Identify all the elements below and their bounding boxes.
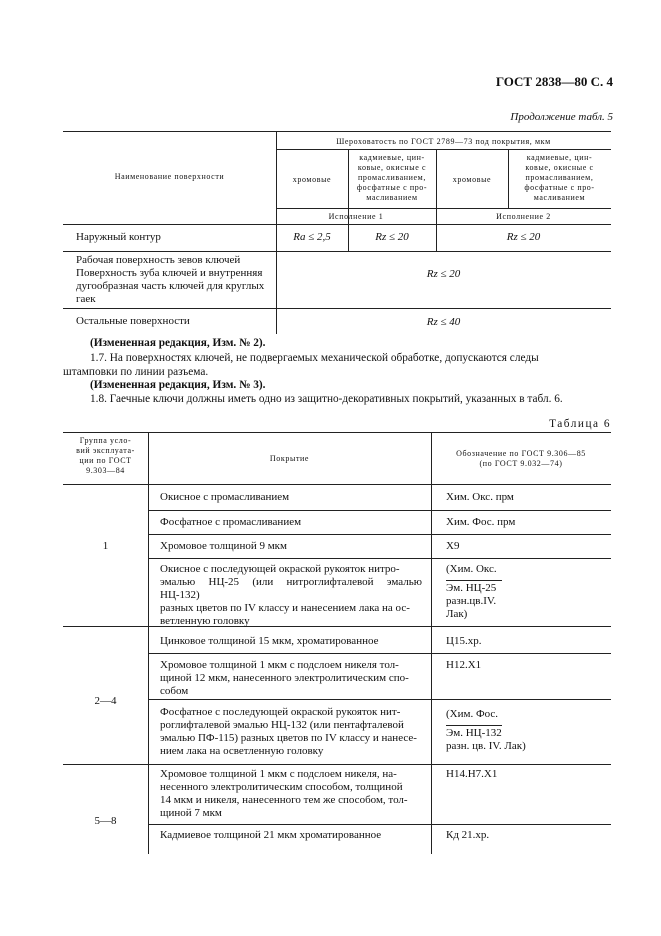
para-1-7-line2: штамповки по линии разъема. (63, 366, 209, 378)
page-header: ГОСТ 2838—80 С. 4 (495, 74, 613, 89)
col-group: Группа усло- вий эксплуата- ции по ГОСТ 9.303—84 (76, 436, 135, 475)
col-surface-name: Наименование поверхности (114, 172, 225, 181)
desig-cadmium: Кд 21.хр. (446, 829, 490, 841)
coat-cadmium: Кадмиевое толщиной 21 мкм хроматированное (160, 829, 382, 841)
group-1: 1 (102, 540, 109, 552)
table6-label: Таблица 6 (549, 418, 611, 430)
para-1-7-line1: 1.7. На поверхностях ключей, не подвергаемых механической обработке, допускаются следы (90, 352, 539, 364)
row-outer-v1: Ra ≤ 2,5 (293, 231, 331, 243)
sub-chrome-1: хромовые (292, 175, 332, 184)
desig-phosphate: Хим. Фос. прм (446, 516, 516, 528)
desig-chrome-9: Х9 (446, 540, 460, 552)
row-outer-v2: Rz ≤ 20 (375, 231, 409, 243)
sub-other-2: кадмиевые, цин- ковые, окисные с промасливанием, фосфатные с про- масливанием (524, 153, 595, 202)
col-roughness: Шероховатость по ГОСТ 2789—73 под покрытия, мкм (336, 137, 551, 146)
desig-oxide: Хим. Окс. прм (446, 491, 514, 503)
sub-chrome-2: хромовые (452, 175, 492, 184)
group-2-4: 2—4 (94, 695, 117, 707)
desig-phosphate-painted: (Хим. Фос. Эм. НЦ-132 разн. цв. IV. Лак) (446, 708, 526, 752)
coat-oxide-painted: Окисное с последующей окраской рукояток нитро- эмалью НЦ-25 (или нитроглифталевой эмалью НЦ-132) разных цветов по IV классу и нанесением лака на ос- ветленную головку (160, 563, 422, 627)
table5-continuation: Продолжение табл. 5 (510, 111, 613, 123)
row-other-surfaces: Остальные поверхности (76, 315, 190, 327)
edit-note-2: (Измененная редакция, Изм. № 2). (90, 337, 266, 349)
col-coating: Покрытие (269, 454, 310, 463)
desig-chrome-nickel-12: Н12.Х1 (446, 659, 482, 671)
exec-1: Исполнение 1 (328, 212, 384, 221)
coat-chrome-nickel-14-7: Хромовое толщиной 1 мкм с подслоем никеля, на- несенного электролитическим способом, толщиной 14 мкм и никеля, нанесенного тем же способом, тол- щиной 7 мкм (160, 768, 408, 819)
edit-note-3: (Измененная редакция, Изм. № 3). (90, 379, 266, 391)
desig-chrome-nickel-14-7: Н14.Н7.Х1 (446, 768, 498, 780)
coat-oxide: Окисное с промасливанием (160, 491, 290, 503)
coat-zinc: Цинковое толщиной 15 мкм, хроматированное (160, 635, 379, 647)
row-outer-contour: Наружный контур (76, 231, 161, 243)
row-working-value: Rz ≤ 20 (426, 268, 461, 280)
coat-chrome-9: Хромовое толщиной 9 мкм (160, 540, 287, 552)
coat-chrome-nickel-12: Хромовое толщиной 1 мкм с подслоем никеля тол- щиной 12 мкм, нанесенного электролитическим спо- собом (160, 659, 409, 697)
group-5-8: 5—8 (94, 815, 117, 827)
desig-zinc: Ц15.хр. (446, 635, 482, 647)
row-other-value: Rz ≤ 40 (426, 316, 461, 328)
row-working-surfaces: Рабочая поверхность зевов ключей Поверхность зуба ключей и внутренняя дугообразная часть ключей для круглых гаек (76, 254, 265, 305)
col-designation: Обозначение по ГОСТ 9.306—85 (по ГОСТ 9.032—74) (456, 449, 586, 468)
row-outer-v3: Rz ≤ 20 (506, 231, 541, 243)
desig-oxide-painted: (Хим. Окс. Эм. НЦ-25 разн.цв.IV. Лак) (446, 563, 502, 621)
exec-2: Исполнение 2 (496, 212, 551, 221)
sub-other-1: кадмиевые, цин- ковые, окисные с промасливанием, фосфатные с про- масливанием (356, 153, 428, 202)
para-1-8: 1.8. Гаечные ключи должны иметь одно из защитно-декоративных покрытий, указанных в табл. 6. (90, 393, 563, 405)
coat-phosphate: Фосфатное с промасливанием (160, 516, 302, 528)
coat-phosphate-painted: Фосфатное с последующей окраской рукояток нит- роглифталевой эмалью НЦ-132 (или пентафталевой эмалью ПФ-115) разных цветов по IV классу и нанесе- нием лака на осветленную головку (160, 706, 417, 757)
